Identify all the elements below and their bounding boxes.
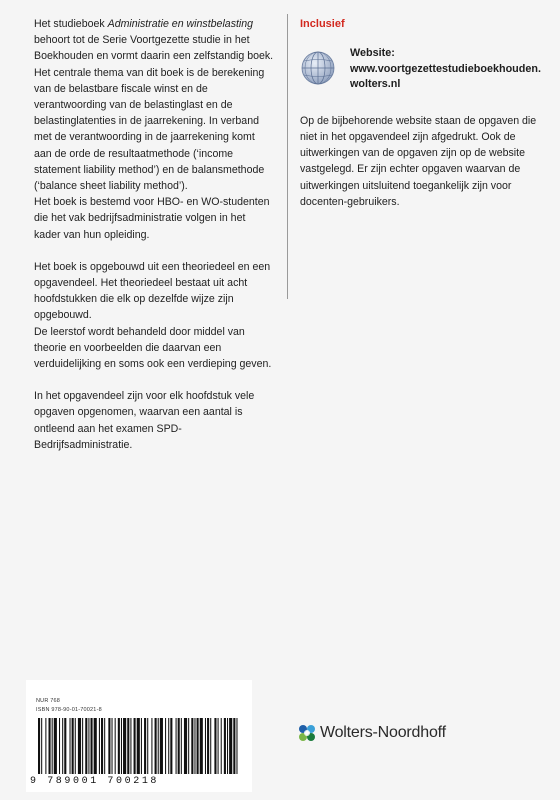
- intro-paragraph: [34, 16, 274, 243]
- column-divider: [287, 14, 288, 299]
- audience-paragraph: Het boek is bestemd voor HBO- en WO-studenten die het vak bedrijfsadministratie volgen in het kader van hun opleiding.: [34, 196, 270, 241]
- website-url-line-2[interactable]: wolters.nl: [350, 78, 401, 91]
- website-label: Website:: [350, 47, 395, 60]
- isbn-code: ISBN 978-90-01-70021-8: [36, 707, 102, 713]
- description-column: [34, 16, 274, 469]
- website-text: [350, 46, 541, 93]
- globe-icon: [300, 50, 336, 86]
- wolters-noordhoff-logo-icon: [296, 722, 318, 744]
- method-paragraph: De leerstof wordt behandeld door middel van theorie en voorbeelden die daarvan een verduidelijking en soms ook een verdieping geven.: [34, 325, 272, 371]
- inclusief-heading: Inclusief: [300, 18, 345, 30]
- website-url-line-1[interactable]: www.voortgezettestudieboekhouden.: [350, 62, 541, 75]
- publisher-name: Wolters-Noordhoff: [320, 724, 446, 741]
- barcode-number: 9 789001 700218: [30, 776, 160, 787]
- barcode-panel: [26, 680, 252, 792]
- book-title: Administratie en winstbelasting: [107, 18, 254, 30]
- nur-code: NUR 768: [36, 698, 61, 704]
- exercises-paragraph: In het opgavendeel zijn voor elk hoofdstuk vele opgaven opgenomen, waarvan een aantal is ontleend aan het examen SPD-Bedrijfsadministratie.: [34, 390, 255, 451]
- publisher-brand: [296, 722, 446, 744]
- structure-paragraph: Het boek is opgebouwd uit een theoriedeel en een opgavendeel. Het theoriedeel bestaat uit acht hoofdstukken die elk op dezelfde wijze zijn opgebouwd.: [34, 260, 271, 322]
- intro-text-start: Het studieboek: [34, 18, 108, 30]
- intro-text-rest: behoort tot de Serie Voortgezette studie in het Boekhouden en vormt daarin een zelfstandig boek. Het centrale thema van dit boek is de berekening van de belastbare fiscale winst en de verantwoording van de belastinglast en de belastinglatenties in de jaarrekening. In verband met de verantwoording in de jaarrekening komt aan de orde de resultaatmethode (‘income statement liability method’) en de balansmethode (‘balance sheet liability method’).: [34, 34, 274, 193]
- inclusief-column: [300, 16, 545, 210]
- website-description: Op de bijbehorende website staan de opgaven die niet in het opgavendeel zijn afgedrukt. Ook de uitwerkingen van de opgaven zijn op de website vastgelegd. Er zijn echter opgaven waarvan de uitwerkingen uitsluitend toegankelijk zijn voor docenten-gebruikers.: [300, 114, 537, 208]
- website-block: [300, 46, 545, 93]
- barcode-icon: [34, 718, 244, 776]
